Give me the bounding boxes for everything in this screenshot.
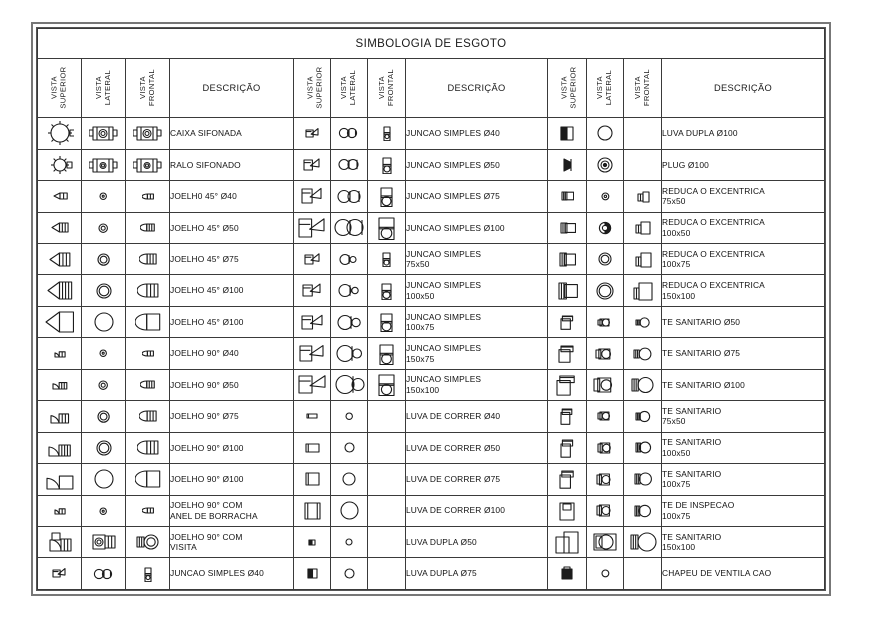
description-cell [406,558,548,590]
header-vista-lateral-3 [587,59,624,118]
symbol-luvacorrer100-top [294,495,331,526]
header-line-2: FRONTAL [641,68,651,106]
title-row [38,29,825,59]
description-line-1: JOELH0 45° Ø40 [170,191,237,202]
symbol-joelho45-75-top [38,244,82,275]
symbol-juncao7550-front [368,244,406,275]
header-line-2: LATERAL [604,69,613,105]
description-line-1: LUVA DE CORRER Ø40 [406,411,501,422]
symbol-juncao10050-side [331,275,368,306]
symbol-tesan10075-top [548,464,587,495]
symbol-juncao150100-top [294,369,331,400]
description-line-1: CAIXA SIFONADA [170,128,242,139]
symbol-joelho90-100a-front [126,432,170,463]
description-line-1: TE SANITARIO [662,468,722,479]
description-line-1: JOELHO 90° Ø100 [170,442,244,453]
header-line-2: LATERAL [102,69,112,105]
symbol-caixa-sifonada-side [82,118,126,149]
symbol-juncao15075-front [368,338,406,369]
symbol-juncao40b-side [331,118,368,149]
symbol-joelho90-100a-top [38,432,82,463]
symbol-joelho90-anel-front [126,495,170,526]
symbol-tesan150100-side [587,526,624,557]
symbol-joelho90-40-front [126,338,170,369]
symbol-joelho90-visita-front [126,526,170,557]
symbology-table [37,28,825,590]
symbol-tesan75-top [548,338,587,369]
symbol-tesan100-side [587,369,624,400]
description-line-1: TE SANITARIO Ø100 [662,379,745,390]
symbol-ralo-sifonado-front [126,149,170,180]
symbol-empty [368,526,406,557]
symbol-tesan150100-top [548,526,587,557]
symbol-joelho45-75-front [126,244,170,275]
description-line-1: JUNCAO SIMPLES Ø40 [406,128,500,139]
symbol-tesan50-front [624,306,662,337]
symbol-joelho90-75-side [82,401,126,432]
symbol-joelho90-visita-side [82,526,126,557]
header-line-1: VISTA [49,75,59,99]
symbol-juncao75-top [294,181,331,212]
symbol-joelho45-100a-side [82,275,126,306]
header-line-1: VISTA [559,75,569,99]
description-cell [406,149,548,180]
table-row [38,464,825,495]
symbol-reducao10075-top [548,244,587,275]
description-line-1: REDUCA O EXCENTRICA [662,248,765,259]
header-line-2: LATERAL [348,69,357,105]
symbol-reducao10075-side [587,244,624,275]
table-row [38,275,825,306]
symbol-empty [624,558,662,590]
symbol-joelho90-75-top [38,401,82,432]
symbol-tesan7550-front [624,401,662,432]
description-cell [662,149,825,180]
symbol-juncao40-front [126,558,170,590]
description-line-2: 150x100 [406,384,440,395]
symbol-juncao15075-top [294,338,331,369]
description-line-1: JOELHO 45° Ø100 [170,316,244,327]
symbol-juncao10050-top [294,275,331,306]
description-cell [170,275,294,306]
symbol-juncao40b-top [294,118,331,149]
symbol-tesan7550-top [548,401,587,432]
symbol-reducao10050-front [624,212,662,243]
description-cell [406,306,548,337]
symbol-empty [368,432,406,463]
header-line-1: VISTA [305,75,315,99]
description-cell [170,432,294,463]
header-line-2: FRONTAL [146,68,156,106]
description-line-1: JUNCAO SIMPLES [406,280,482,291]
table-row [38,306,825,337]
description-line-1: TE SANITARIO [662,405,722,416]
symbol-chapeu-side [587,558,624,590]
description-cell [662,212,825,243]
description-cell [662,401,825,432]
header-line-1: VISTA [339,75,349,99]
symbol-joelho90-visita-top [38,526,82,557]
description-line-1: JUNCAO SIMPLES [406,248,482,259]
symbol-chapeu-top [548,558,587,590]
description-line-2: 75x50 [662,416,686,427]
symbol-empty [368,558,406,590]
description-cell [662,244,825,275]
description-line-2: 100x50 [662,227,691,238]
symbol-ralo-sifonado-side [82,149,126,180]
table-row [38,149,825,180]
symbol-juncao100-top [294,212,331,243]
symbol-luvadupla100-top [548,118,587,149]
description-line-1: LUVA DE CORRER Ø100 [406,505,506,516]
description-line-2: 100x50 [406,290,435,301]
table-row [38,212,825,243]
description-cell [662,306,825,337]
description-cell [406,401,548,432]
description-cell [406,369,548,400]
description-line-1: RALO SIFONADO [170,159,241,170]
symbol-joelho90-100b-front [126,464,170,495]
table-row [38,495,825,526]
header-line-2: SUPERIOR [58,66,68,109]
description-cell [406,464,548,495]
symbol-joelho90-100a-side [82,432,126,463]
description-line-1: JUNCAO SIMPLES Ø100 [406,222,505,233]
description-cell [662,526,825,557]
header-row [38,59,825,118]
symbol-juncao10075-front [368,306,406,337]
symbol-reducao7550-front [624,181,662,212]
sheet-inner-border [36,27,826,591]
description-cell [662,495,825,526]
table-row [38,244,825,275]
symbol-caixa-sifonada-top [38,118,82,149]
symbol-juncao75-front [368,181,406,212]
symbol-joelho90-anel-top [38,495,82,526]
description-line-2: VISITA [170,542,197,553]
symbol-reducao150100-side [587,275,624,306]
description-cell [170,306,294,337]
description-cell [406,275,548,306]
symbol-luvacorrer50-side [331,432,368,463]
description-cell [406,526,548,557]
description-line-1: JUNCAO SIMPLES Ø50 [406,159,500,170]
symbol-joelho90-50-front [126,369,170,400]
description-line-1: TE SANITARIO [662,437,722,448]
symbol-juncao100-front [368,212,406,243]
symbol-luvacorrer100-side [331,495,368,526]
description-line-1: JOELHO 90° Ø40 [170,348,239,359]
description-cell [170,526,294,557]
description-line-2: 150x100 [662,542,696,553]
symbol-joelho45-100b-front [126,306,170,337]
symbol-tesan10050-side [587,432,624,463]
description-cell [662,464,825,495]
header-line-1: VISTA [632,75,642,99]
symbol-joelho90-40-side [82,338,126,369]
header-vista-frontal-2 [368,59,406,118]
description-line-1: LUVA DUPLA Ø50 [406,536,477,547]
symbol-teinsp10075-side [587,495,624,526]
symbol-juncao100-side [331,212,368,243]
description-cell [170,464,294,495]
symbol-joelho45-75-side [82,244,126,275]
symbol-tesan50-top [548,306,587,337]
description-cell [406,181,548,212]
symbol-tesan10075-side [587,464,624,495]
description-line-1: LUVA DE CORRER Ø75 [406,474,501,485]
header-vista-frontal-3 [624,59,662,118]
description-line-1: JOELHO 90° COM [170,531,243,542]
symbol-joelho90-100b-top [38,464,82,495]
symbol-empty [624,149,662,180]
symbol-reducao150100-top [548,275,587,306]
symbol-plug100-side [587,149,624,180]
symbol-empty [624,118,662,149]
symbol-joelho45-40-top [38,181,82,212]
symbol-joelho45-40-side [82,181,126,212]
table-row [38,338,825,369]
description-line-2: 100x75 [662,479,691,490]
description-line-1: LUVA DUPLA Ø100 [662,128,738,139]
symbol-juncao10075-side [331,306,368,337]
symbol-juncao75-side [331,181,368,212]
description-line-1: JOELHO 90° COM [170,500,243,511]
table-row [38,118,825,149]
description-line-1: JUNCAO SIMPLES Ø40 [170,568,264,579]
symbol-luvacorrer40-side [331,401,368,432]
description-cell [662,275,825,306]
symbol-tesan150100-front [624,526,662,557]
description-line-2: 150x75 [406,353,435,364]
description-line-1: JUNCAO SIMPLES [406,311,482,322]
symbol-tesan100-front [624,369,662,400]
description-cell [406,432,548,463]
description-line-2: 75x50 [406,259,430,270]
description-cell [170,244,294,275]
symbol-empty [368,401,406,432]
symbol-luvacorrer75-top [294,464,331,495]
symbol-juncao10075-top [294,306,331,337]
description-cell [406,338,548,369]
symbol-joelho90-75-front [126,401,170,432]
symbol-joelho45-100b-side [82,306,126,337]
description-cell [170,181,294,212]
description-line-1: TE SANITARIO Ø50 [662,316,741,327]
description-line-1: REDUCA O EXCENTRICA [662,280,765,291]
symbol-joelho90-100b-side [82,464,126,495]
description-line-1: TE SANITARIO [662,531,722,542]
description-cell [170,495,294,526]
symbol-juncao10050-front [368,275,406,306]
table-row [38,558,825,590]
symbol-juncao40-side [82,558,126,590]
symbol-luvadupla100-side [587,118,624,149]
description-line-1: JOELHO 90° Ø100 [170,474,244,485]
symbol-joelho45-40-front [126,181,170,212]
symbol-teinsp10075-top [548,495,587,526]
symbol-joelho90-50-side [82,369,126,400]
table-row [38,401,825,432]
header-line-1: VISTA [93,75,103,99]
symbol-plug100-top [548,149,587,180]
symbol-luvadupla75-top [294,558,331,590]
description-cell [662,432,825,463]
description-line-1: LUVA DUPLA Ø75 [406,568,477,579]
header-vista-superior-3 [548,59,587,118]
table-title: SIMBOLOGIA DE ESGOTO [38,29,825,59]
symbol-tesan75-side [587,338,624,369]
description-line-1: PLUG Ø100 [662,159,709,170]
header-descricao-2: DESCRIÇÃO [406,59,548,118]
description-line-1: LUVA DE CORRER Ø50 [406,442,501,453]
description-cell [662,558,825,590]
symbol-joelho90-50-top [38,369,82,400]
description-line-1: REDUCA O EXCENTRICA [662,217,765,228]
description-line-1: JUNCAO SIMPLES [406,343,482,354]
header-vista-frontal-1 [126,59,170,118]
table-row [38,432,825,463]
header-vista-superior-1 [38,59,82,118]
symbol-joelho45-50-front [126,212,170,243]
header-descricao-1: DESCRIÇÃO [170,59,294,118]
symbol-tesan75-front [624,338,662,369]
description-line-2: 100x50 [662,447,691,458]
symbol-reducao10050-top [548,212,587,243]
description-cell [170,212,294,243]
table-row [38,526,825,557]
header-line-2: SUPERIOR [314,66,324,109]
symbol-tesan7550-side [587,401,624,432]
header-line-1: VISTA [376,75,386,99]
description-line-1: CHAPEU DE VENTILA CAO [662,568,772,579]
description-cell [406,495,548,526]
description-line-1: TE DE INSPECAO [662,500,735,511]
header-vista-lateral-1 [82,59,126,118]
description-cell [170,401,294,432]
symbol-tesan10075-front [624,464,662,495]
symbol-reducao7550-side [587,181,624,212]
symbol-teinsp10075-front [624,495,662,526]
symbol-juncao50-side [331,149,368,180]
symbol-luvacorrer75-side [331,464,368,495]
symbol-tesan10050-top [548,432,587,463]
symbol-tesan10050-front [624,432,662,463]
symbol-juncao7550-side [331,244,368,275]
symbol-luvacorrer50-top [294,432,331,463]
symbol-tesan50-side [587,306,624,337]
symbol-joelho45-50-top [38,212,82,243]
description-line-1: TE SANITARIO Ø75 [662,348,741,359]
symbol-caixa-sifonada-front [126,118,170,149]
header-descricao-3: DESCRIÇÃO [662,59,825,118]
description-line-2: 100x75 [662,510,691,521]
symbol-reducao10050-side [587,212,624,243]
description-cell [406,212,548,243]
description-cell [170,558,294,590]
symbol-juncao50-front [368,149,406,180]
symbol-empty [368,464,406,495]
description-line-1: JOELHO 45° Ø75 [170,253,239,264]
description-line-1: JUNCAO SIMPLES [406,374,482,385]
table-row [38,369,825,400]
symbol-joelho90-anel-side [82,495,126,526]
symbol-joelho45-100b-top [38,306,82,337]
symbol-juncao15075-side [331,338,368,369]
symbol-tesan100-top [548,369,587,400]
description-cell [170,149,294,180]
description-line-1: JUNCAO SIMPLES Ø75 [406,191,500,202]
description-cell [662,369,825,400]
header-line-1: VISTA [137,75,147,99]
description-cell [170,338,294,369]
description-line-1: JOELHO 45° Ø100 [170,285,244,296]
description-line-2: ANEL DE BORRACHA [170,510,258,521]
symbol-juncao40b-front [368,118,406,149]
description-cell [662,118,825,149]
sheet-outer-border [31,22,831,596]
symbol-joelho45-100a-top [38,275,82,306]
symbol-reducao10075-front [624,244,662,275]
description-line-2: 75x50 [662,196,686,207]
symbol-luvadupla50-side [331,526,368,557]
description-line-1: JOELHO 90° Ø50 [170,379,239,390]
symbol-joelho90-40-top [38,338,82,369]
header-line-1: VISTA [595,75,605,99]
symbol-luvadupla75-side [331,558,368,590]
description-line-1: JOELHO 90° Ø75 [170,411,239,422]
symbol-reducao150100-front [624,275,662,306]
description-line-1: JOELHO 45° Ø50 [170,222,239,233]
symbol-juncao150100-front [368,369,406,400]
header-line-2: FRONTAL [385,68,395,106]
symbol-empty [368,495,406,526]
symbol-juncao50-top [294,149,331,180]
description-cell [170,369,294,400]
symbol-juncao40-top [38,558,82,590]
description-cell [662,338,825,369]
symbol-luvadupla50-top [294,526,331,557]
symbol-ralo-sifonado-top [38,149,82,180]
symbol-juncao7550-top [294,244,331,275]
header-vista-superior-2 [294,59,331,118]
table-row [38,181,825,212]
description-cell [406,118,548,149]
symbol-joelho45-100a-front [126,275,170,306]
symbol-luvacorrer40-top [294,401,331,432]
symbol-juncao150100-side [331,369,368,400]
header-vista-lateral-2 [331,59,368,118]
description-line-2: 100x75 [406,322,435,333]
description-line-1: REDUCA O EXCENTRICA [662,185,765,196]
symbol-joelho45-50-side [82,212,126,243]
description-cell [170,118,294,149]
description-line-2: 150x100 [662,290,696,301]
description-line-2: 100x75 [662,259,691,270]
symbol-reducao7550-top [548,181,587,212]
description-cell [662,181,825,212]
header-line-2: SUPERIOR [568,66,578,109]
description-cell [406,244,548,275]
